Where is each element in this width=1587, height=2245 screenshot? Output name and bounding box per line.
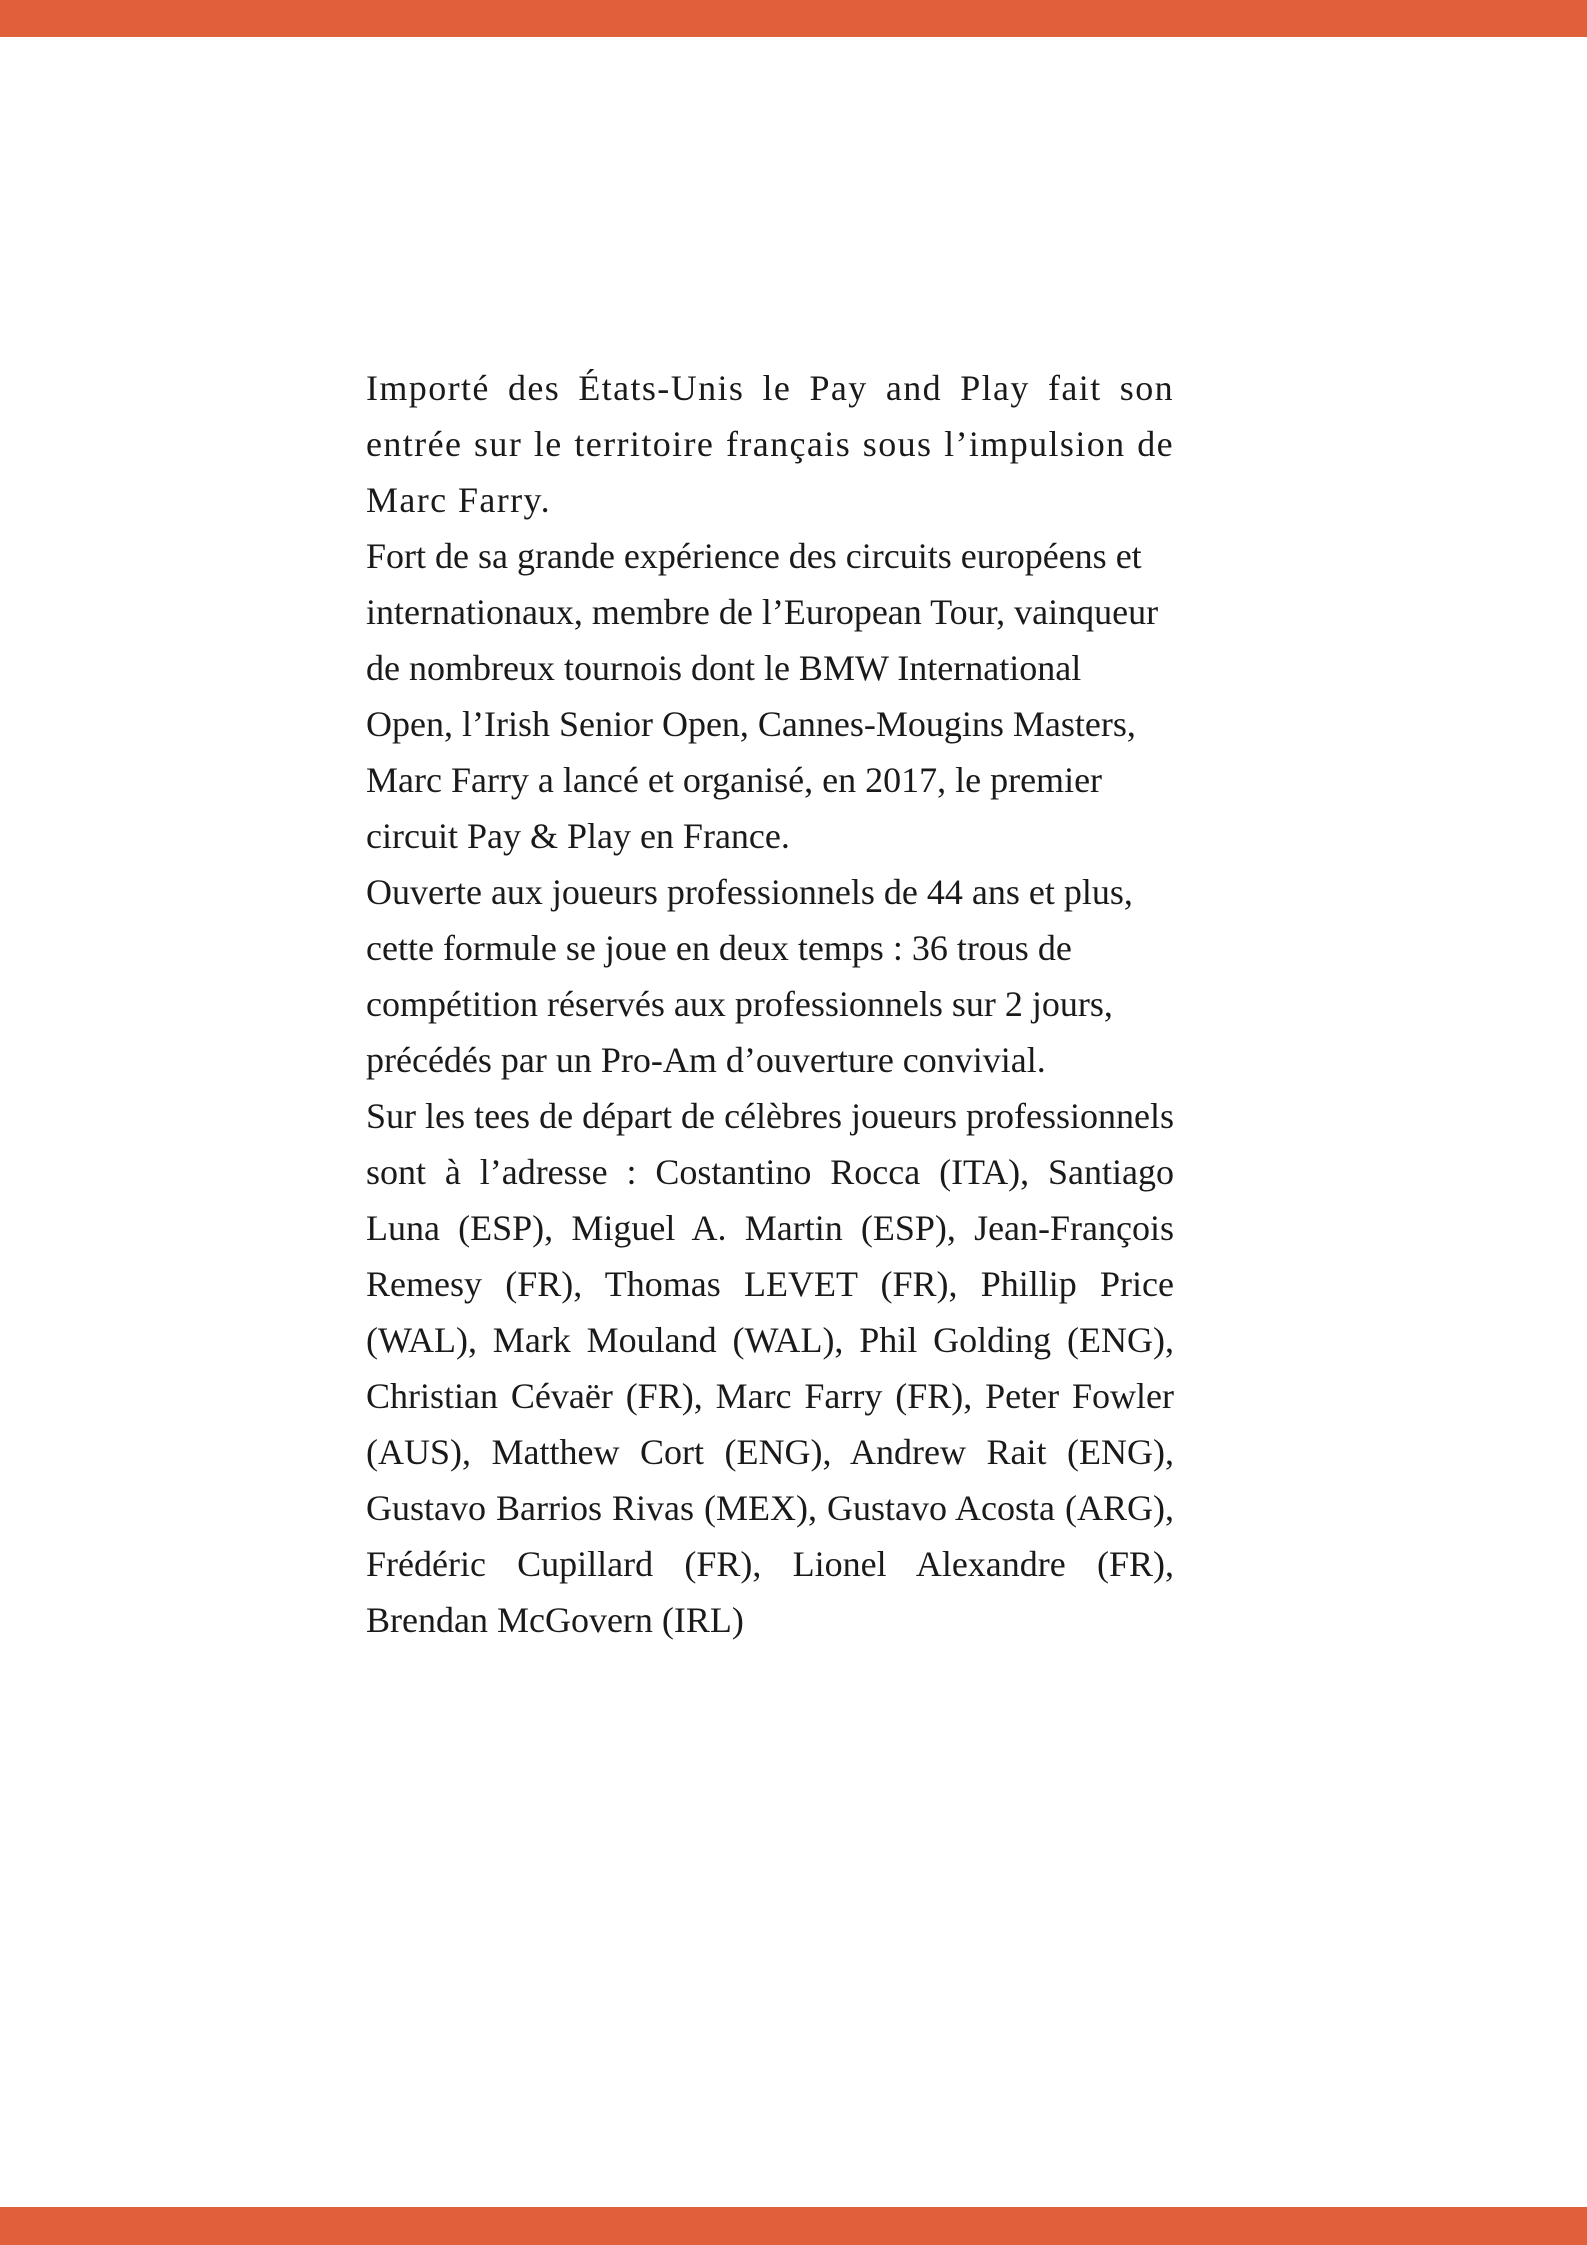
document-body	[366, 360, 1174, 1648]
paragraph-marc-farry-career: Fort de sa grande expérience des circuits européens et internationaux, membre de l’European Tour, vainqueur de nombreux tournois dont le BMW International Open, l’Irish Senior Open, Cannes-Mougins Masters, Marc Farry a lancé et organisé, en 2017, le premier circuit Pay & Play en France.	[366, 536, 1159, 856]
bottom-accent-band	[0, 2207, 1587, 2245]
paragraph-format: Ouverte aux joueurs professionnels de 44 ans et plus, cette formule se joue en deux temps : 36 trous de compétition réservés aux professionnels sur 2 jours, précédés par un Pro-Am d’ouverture convivial.	[366, 872, 1133, 1080]
paragraph-intro: Importé des États-Unis le Pay and Play fait son entrée sur le territoire français sous l’impulsion de Marc Farry.	[366, 368, 1174, 520]
top-accent-band	[0, 0, 1587, 37]
paragraph-players-list: Sur les tees de départ de célèbres joueurs professionnels sont à l’adresse : Costantino Rocca (ITA), Santiago Luna (ESP), Miguel A. Martin (ESP), Jean-François Remesy (FR), Thomas LEVET (FR), Phillip Price (WAL), Mark Mouland (WAL), Phil Golding (ENG), Christian Cévaër (FR), Marc Farry (FR), Peter Fowler (AUS), Matthew Cort (ENG), Andrew Rait (ENG), Gustavo Barrios Rivas (MEX), Gustavo Acosta (ARG), Frédéric Cupillard (FR), Lionel Alexandre (FR), Brendan McGovern (IRL)	[366, 1096, 1174, 1640]
